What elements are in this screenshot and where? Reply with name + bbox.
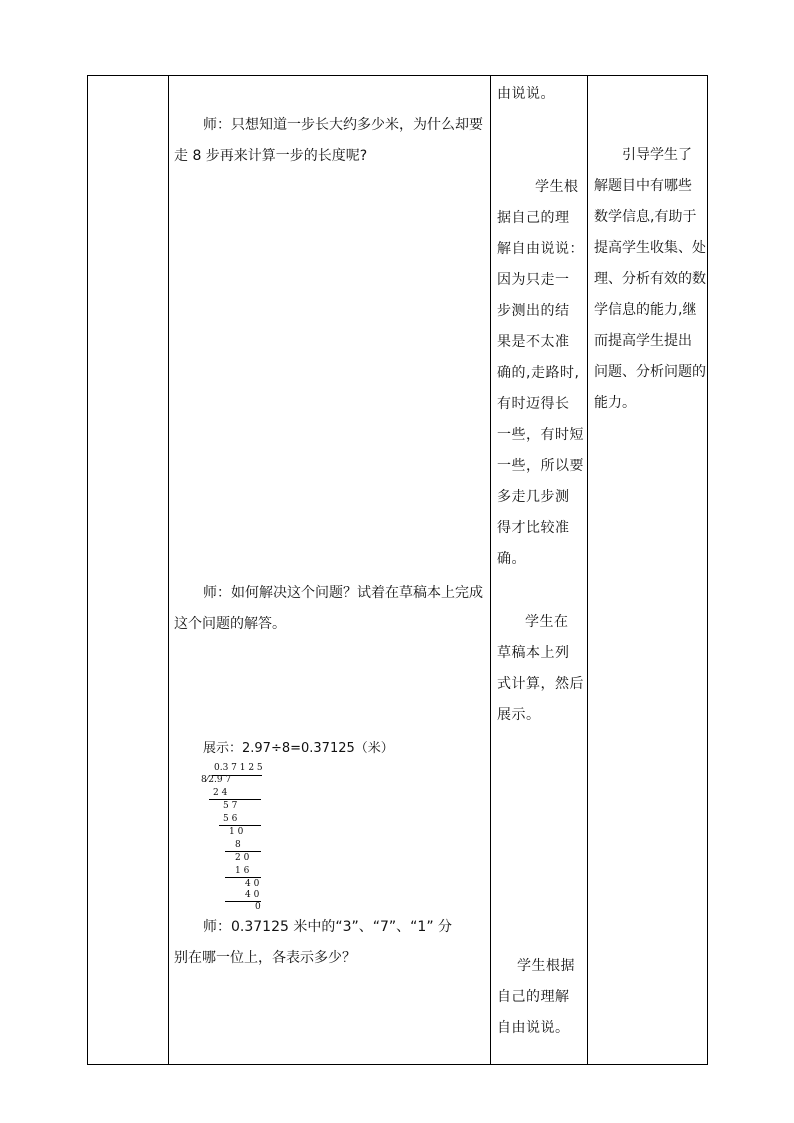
division-rule [225,877,261,878]
student-text-line: 式计算，然后 [497,676,584,692]
student-text-line: 有时迈得长 [497,396,570,412]
division-step: 5 7 [223,801,238,811]
intent-text-line: 能力。 [594,395,636,411]
student-text-line: 学生在 [525,614,569,630]
intent-text-line: 数学信息,有助于 [594,209,697,225]
student-text-top: 由说说。 [497,86,555,102]
student-text-line: 学生根 [535,179,579,195]
student-text-line: 自己的理解 [497,989,570,1005]
intent-text-line: 解题目中有哪些 [594,178,692,194]
division-step: 4 0 [245,879,260,889]
teacher-question-2-line1: 师：如何解决这个问题？试着在草稿本上完成 [203,585,483,601]
teacher-question-2-line2: 这个问题的解答。 [174,616,286,632]
teacher-activity-cell [169,76,490,1064]
intent-text-line: 学信息的能力,继 [594,302,697,318]
student-activity-cell [491,76,587,1064]
division-rule [219,825,261,826]
division-step: 5 6 [223,814,238,824]
student-text-line: 据自己的理 [497,210,570,226]
student-text-line: 学生根据 [517,958,575,974]
student-text-line: 自由说说。 [497,1020,570,1036]
division-step: 2 4 [213,788,228,798]
student-text-line: 一些，所以要 [497,458,584,474]
teacher-question-1-line2: 走 8 步再来计算一步的长度呢? [174,148,368,164]
design-intent-cell [588,76,708,1064]
intent-text-line: 提高学生收集、处 [594,240,706,256]
student-text-line: 步测出的结 [497,303,570,319]
student-text-line: 确。 [497,551,526,567]
student-text-line: 因为只走一 [497,272,570,288]
division-step: 1 0 [229,827,244,837]
intent-text-line: 而提高学生提出 [594,333,692,349]
intent-text-line: 问题、分析问题的 [594,364,706,380]
intent-text-line: 引导学生了 [622,147,692,163]
teacher-question-3-line2: 别在哪一位上，各表示多少？ [174,950,356,966]
student-text-line: 得才比较准 [497,520,570,536]
student-text-line: 展示。 [497,707,541,723]
student-text-line: 一些，有时短 [497,427,584,443]
student-text-line: 解自由说说： [497,241,584,257]
student-text-line: 果是不太准 [497,334,570,350]
teacher-question-3-line1: 师：0.37125 米中的“3”、“7”、“1” 分 [203,919,453,935]
intent-text-line: 理、分析有效的数 [594,271,706,287]
display-equation: 展示：2.97÷8=0.37125（米） [203,741,394,756]
student-text-line: 确的,走路时, [497,365,580,381]
student-text-line: 草稿本上列 [497,645,570,661]
division-rule [225,851,261,852]
division-step: 0 [255,902,261,912]
division-step: 4 0 [245,890,260,900]
division-step: 1 6 [235,866,250,876]
division-divisor-dividend: 8⁄2.9 7 [201,775,232,785]
student-text-line: 多走几步测 [497,489,570,505]
division-rule [209,799,261,800]
division-step: 8 [235,840,241,850]
division-quotient: 0.3 7 1 2 5 [214,763,263,773]
division-step: 2 0 [235,853,250,863]
teacher-question-1-line1: 师：只想知道一步长大约多少米，为什么却要 [203,117,483,133]
lesson-plan-table [87,75,708,1065]
